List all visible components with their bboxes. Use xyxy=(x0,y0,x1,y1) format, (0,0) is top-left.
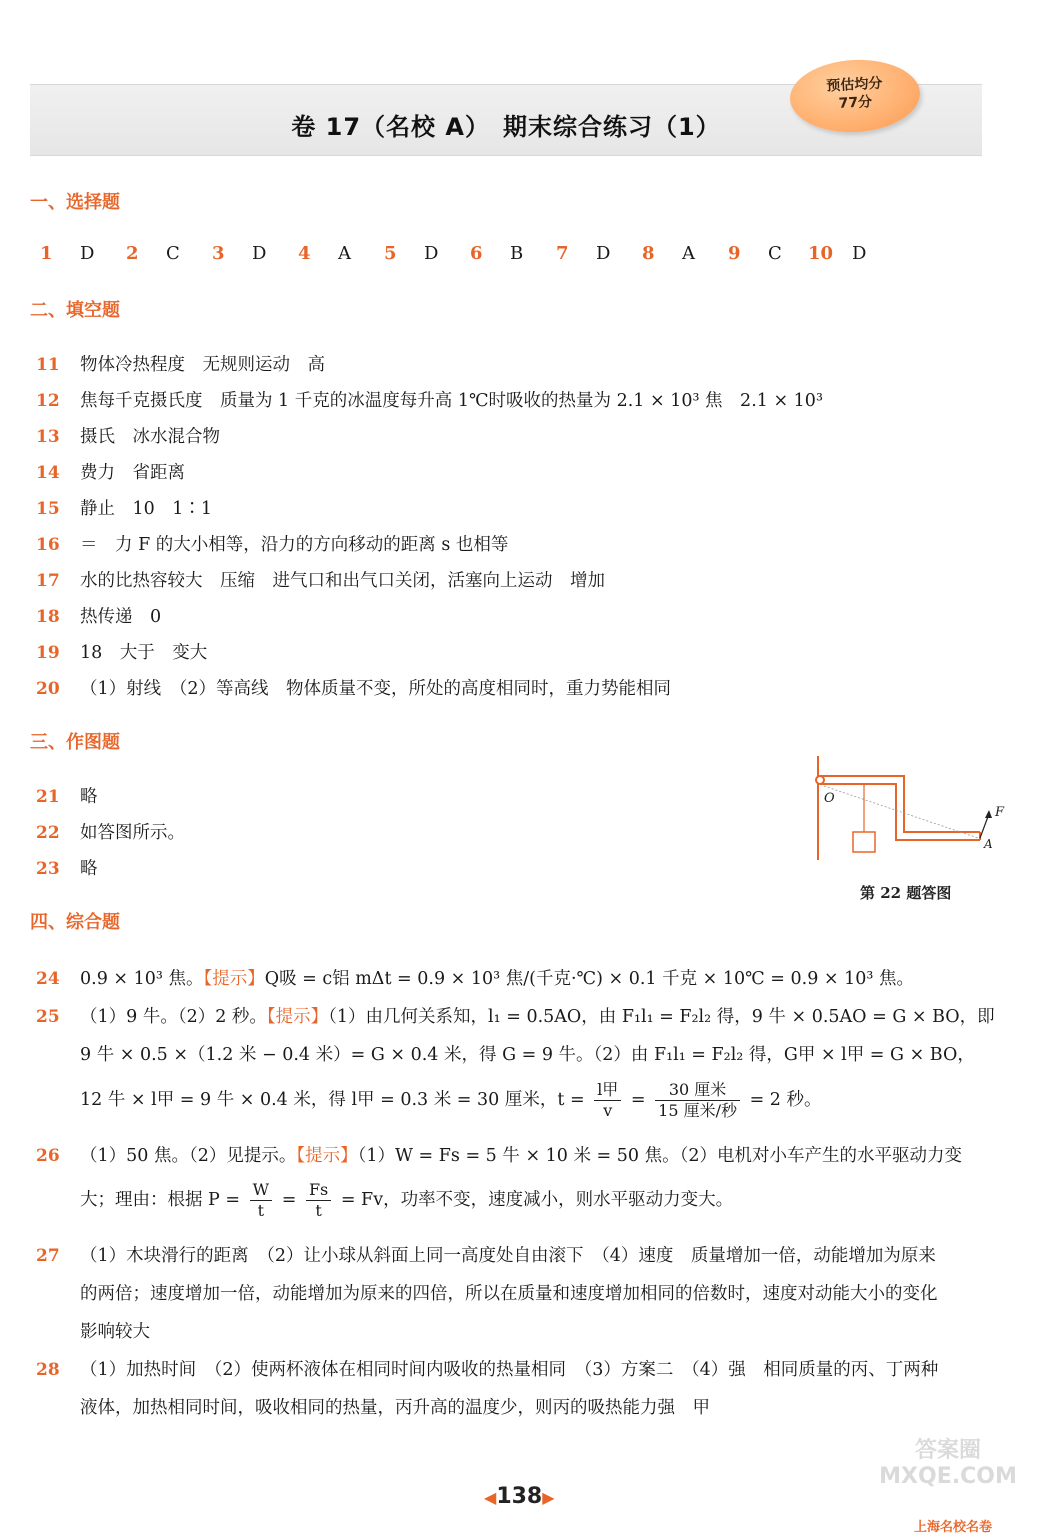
fraction-denominator: v xyxy=(603,1101,613,1120)
page-number-text: 138 xyxy=(496,1484,543,1509)
answer-line xyxy=(36,387,823,412)
right-arrow-icon: ▶ xyxy=(542,1488,555,1507)
question-number: 26 xyxy=(36,1146,60,1166)
choice-item xyxy=(556,243,569,264)
fraction-denominator: t xyxy=(257,1201,265,1220)
answer-text: 如答图所示。 xyxy=(80,823,185,843)
question-number: 19 xyxy=(36,643,60,663)
question-number: 5 xyxy=(384,243,397,264)
question-number: 6 xyxy=(470,243,483,264)
choice-item xyxy=(470,243,483,264)
answer-line xyxy=(36,351,325,376)
answer-letter: D xyxy=(424,243,439,264)
question-number: 17 xyxy=(36,571,60,591)
question-number: 28 xyxy=(36,1360,60,1380)
answer-line xyxy=(36,1003,995,1028)
question-number: 7 xyxy=(556,243,569,264)
question-number: 10 xyxy=(808,243,834,264)
question-number: 20 xyxy=(36,679,60,699)
choice-answer xyxy=(768,243,782,264)
choice-answer xyxy=(852,243,866,264)
equals-sign: = xyxy=(630,1090,646,1110)
answer-line xyxy=(36,783,98,808)
page-title: 卷 17（名校 A） 期末综合练习（1） xyxy=(291,113,721,141)
answer-line xyxy=(36,819,185,844)
answer-line xyxy=(36,459,185,484)
choice-item xyxy=(126,243,139,264)
question-number: 16 xyxy=(36,535,60,555)
question-number: 15 xyxy=(36,499,60,519)
choice-answers xyxy=(40,243,900,267)
choice-item xyxy=(642,243,655,264)
fraction-denominator: 15 厘米/秒 xyxy=(658,1101,737,1120)
watermark xyxy=(868,1438,1028,1528)
watermark-url: MXQE.COM xyxy=(879,1464,1017,1489)
answer-line xyxy=(36,531,508,556)
question-number: 21 xyxy=(36,787,60,807)
fraction-numerator: W xyxy=(250,1180,272,1201)
formula-text: 大；理由：根据 P = xyxy=(80,1190,241,1210)
question-number: 8 xyxy=(642,243,655,264)
choice-answer xyxy=(510,243,523,264)
fraction xyxy=(655,1080,740,1121)
choice-item xyxy=(40,243,53,264)
choice-answer xyxy=(252,243,266,264)
hint-tag: 【提示】 xyxy=(296,1146,358,1166)
pivot-point xyxy=(816,776,824,784)
hint-tag: 【提示】 xyxy=(266,1007,329,1027)
label-o: O xyxy=(824,791,835,806)
fraction-numerator: 30 厘米 xyxy=(655,1080,740,1101)
question-number: 12 xyxy=(36,391,60,411)
answer-text: 摄氏 冰水混合物 xyxy=(80,427,220,447)
question-number: 13 xyxy=(36,427,60,447)
fraction-numerator: l甲 xyxy=(594,1080,621,1101)
answer-text: （1）射线 （2）等高线 物体质量不变，所处的高度相同时，重力势能相同 xyxy=(80,679,672,699)
fraction-numerator: Fs xyxy=(306,1180,331,1201)
question-number: 9 xyxy=(728,243,741,264)
page-number xyxy=(484,1484,555,1509)
figure-caption: 第 22 题答图 xyxy=(860,884,952,902)
fraction-denominator: t xyxy=(315,1201,322,1220)
brand-name: 上海名校名卷 xyxy=(914,1520,993,1535)
question-number: 18 xyxy=(36,607,60,627)
answer-letter: B xyxy=(510,243,524,264)
hint-text: （1）由几何关系知，l₁ = 0.5AO，由 F₁l₁ = F₂l₂ 得，9 牛 × 0.5AO = G × BO，即 xyxy=(328,1007,995,1027)
choice-item xyxy=(808,243,833,264)
answer-text: 18 大于 变大 xyxy=(80,643,208,663)
equals-sign: = xyxy=(281,1190,297,1210)
answer-text: 静止 10 1∶1 xyxy=(80,499,213,519)
fraction xyxy=(250,1180,272,1221)
answer-letter: C xyxy=(768,243,782,264)
choice-item xyxy=(212,243,225,264)
badge-label: 预估均分 xyxy=(826,75,883,95)
choice-answer xyxy=(338,243,351,264)
answer-continuation xyxy=(80,1180,733,1221)
watermark-text: 答案圈 xyxy=(914,1438,981,1463)
question-number: 2 xyxy=(126,243,139,264)
answer-line xyxy=(36,1142,962,1167)
choice-answer xyxy=(596,243,610,264)
choice-answer xyxy=(424,243,438,264)
answer-line xyxy=(36,567,605,592)
answer-text: （1）加热时间 （2）使两杯液体在相同时间内吸收的热量相同 （3）方案二 （4）强 相同质量的丙、丁两种 xyxy=(80,1360,939,1380)
hint-text: Q吸 = c铝 mΔt = 0.9 × 10³ 焦/(千克·℃) × 0.1 千克 × 10℃ = 0.9 × 10³ 焦。 xyxy=(264,969,914,989)
force-arrow-head xyxy=(985,810,992,818)
choice-answer xyxy=(682,243,695,264)
answer-letter: C xyxy=(166,243,180,264)
answer-line xyxy=(36,639,207,664)
weight-box xyxy=(853,832,875,852)
hint-tag: 【提示】 xyxy=(203,969,265,989)
choice-item xyxy=(298,243,311,264)
badge-score: 77分 xyxy=(838,94,873,112)
choice-item xyxy=(384,243,397,264)
question-number: 14 xyxy=(36,463,60,483)
answer-letter: D xyxy=(252,243,267,264)
answer-line xyxy=(36,495,212,520)
answer-text: （1）9 牛。（2）2 秒。 xyxy=(80,1007,267,1027)
fraction xyxy=(306,1180,331,1221)
formula-text: = 2 秒。 xyxy=(749,1090,822,1110)
answer-line xyxy=(36,1242,936,1267)
answer-text: （1）50 焦。（2）见提示。 xyxy=(80,1146,297,1166)
question-number: 24 xyxy=(36,969,60,989)
answer-continuation: 9 牛 × 0.5 ×（1.2 米 − 0.4 米）= G × 0.4 米，得 G = 9 牛。（2）由 F₁l₁ = F₂l₂ 得，G甲 × l甲 = G × BO， xyxy=(80,1045,975,1065)
answer-text: 略 xyxy=(80,787,98,807)
answer-continuation xyxy=(80,1080,822,1121)
label-f: F xyxy=(995,805,1005,820)
question-number: 25 xyxy=(36,1007,60,1027)
answer-text: 0.9 × 10³ 焦。 xyxy=(80,969,204,989)
answer-letter: D xyxy=(596,243,611,264)
section-heading-comprehensive: 四、综合题 xyxy=(30,912,120,933)
force-arm-dashed xyxy=(824,786,978,838)
section-heading-drawing: 三、作图题 xyxy=(30,732,120,753)
answer-text: 费力 省距离 xyxy=(80,463,185,483)
answer-letter: D xyxy=(80,243,95,264)
left-arrow-icon: ◀ xyxy=(484,1488,497,1507)
answer-text: 热传递 0 xyxy=(80,607,162,627)
answer-text: 焦每千克摄氏度 质量为 1 千克的冰温度每升高 1℃时吸收的热量为 2.1 × 10³ 焦 2.1 × 10³ xyxy=(80,391,823,411)
answer-text: （1）木块滑行的距离 （2）让小球从斜面上同一高度处自由滚下 （4）速度 质量增加一倍，动能增加为原来 xyxy=(80,1246,936,1266)
answer-line xyxy=(36,965,914,990)
hint-text: （1）W = Fs = 5 牛 × 10 米 = 50 焦。（2）电机对小车产生的水平驱动力变 xyxy=(357,1146,962,1166)
section-heading-fill: 二、填空题 xyxy=(30,300,120,321)
answer-letter: A xyxy=(682,243,695,264)
answer-text: 略 xyxy=(80,859,98,879)
lever-diagram xyxy=(812,756,1012,866)
question-number: 4 xyxy=(298,243,311,264)
answer-line xyxy=(36,1356,938,1381)
answer-text: 水的比热容较大 压缩 进气口和出气口关闭，活塞向上运动 增加 xyxy=(80,571,605,591)
question-number: 3 xyxy=(212,243,225,264)
question-number: 23 xyxy=(36,859,60,879)
choice-answer xyxy=(166,243,180,264)
answer-continuation: 液体，加热相同时间，吸收相同的热量，丙升高的温度少，则丙的吸热能力强 甲 xyxy=(80,1398,710,1418)
formula-text: 12 牛 × l甲 = 9 牛 × 0.4 米，得 l甲 = 0.3 米 = 30 厘米，t = xyxy=(80,1090,585,1110)
answer-line xyxy=(36,603,161,628)
answer-text: 物体冷热程度 无规则运动 高 xyxy=(80,355,325,375)
choice-item xyxy=(728,243,741,264)
question-number: 11 xyxy=(36,355,60,375)
choice-answer xyxy=(80,243,94,264)
answer-line xyxy=(36,675,671,700)
answer-letter: A xyxy=(338,243,351,264)
question-number: 1 xyxy=(40,243,53,264)
answer-continuation: 影响较大 xyxy=(80,1322,150,1342)
section-heading-choice: 一、选择题 xyxy=(30,192,120,213)
question-number: 27 xyxy=(36,1246,60,1266)
answer-line xyxy=(36,855,98,880)
question-number: 22 xyxy=(36,823,60,843)
answer-letter: D xyxy=(852,243,867,264)
answer-line xyxy=(36,423,220,448)
answer-text: ＝ 力 F 的大小相等，沿力的方向移动的距离 s 也相等 xyxy=(80,535,509,555)
formula-text: = Fv，功率不变，速度减小，则水平驱动力变大。 xyxy=(340,1190,734,1210)
fraction xyxy=(594,1080,621,1121)
answer-continuation: 的两倍；速度增加一倍，动能增加为原来的四倍，所以在质量和速度增加相同的倍数时，速度对动能大小的变化 xyxy=(80,1284,938,1304)
label-a: A xyxy=(984,837,993,851)
